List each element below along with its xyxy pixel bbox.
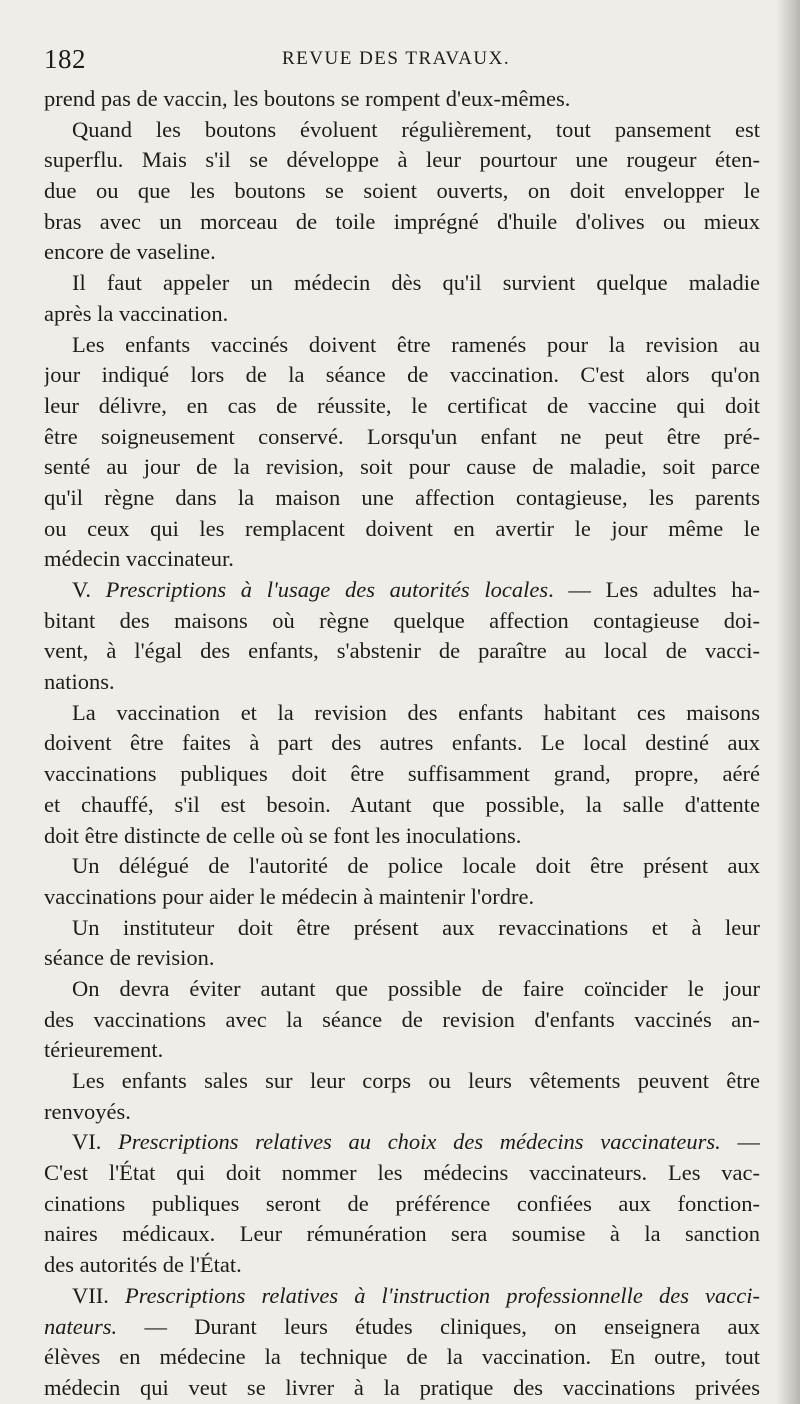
text-line: nateurs. — Durant leurs études cliniques, on enseignera aux: [44, 1313, 760, 1339]
text-line: Il faut appeler un médecin dès qu'il survient quelque maladie: [72, 270, 760, 296]
text-line: ou ceux qui les remplacent doivent en avertir le jour même le: [44, 515, 760, 541]
text-line: térieurement.: [44, 1037, 164, 1063]
text-line: On devra éviter autant que possible de faire coïncider le jour: [72, 975, 760, 1001]
text-line: des autorités de l'État.: [44, 1252, 242, 1278]
text-line: élèves en médecine la technique de la vaccination. En outre, tout: [44, 1344, 760, 1370]
page-number: 182: [44, 44, 86, 74]
text-line: séance de revision.: [44, 945, 215, 971]
running-title: REVUE DES TRAVAUX.: [282, 48, 511, 69]
text-line: qu'il règne dans la maison une affection contagieuse, les parents: [44, 484, 760, 510]
scan-shadow: [776, 0, 800, 1404]
text-line: médecin qui veut se livrer à la pratique des vaccinations privées: [44, 1374, 760, 1400]
text-line: bras avec un morceau de toile imprégné d'huile d'olives ou mieux: [44, 208, 760, 234]
text-line: VII. Prescriptions relatives à l'instruction professionnelle des vacci-: [72, 1282, 760, 1308]
text-line: doit être distincte de celle où se font les inoculations.: [44, 822, 522, 848]
text-line: superflu. Mais s'il se développe à leur pourtour une rougeur éten-: [44, 147, 760, 173]
text-line: et chauffé, s'il est besoin. Autant que possible, la salle d'attente: [44, 791, 760, 817]
text-line: être soigneusement conservé. Lorsqu'un enfant ne peut être pré-: [44, 423, 760, 449]
text-line: VI. Prescriptions relatives au choix des médecins vaccinateurs. —: [72, 1129, 760, 1155]
page-header: [44, 38, 759, 78]
text-line: prend pas de vaccin, les boutons se rompent d'eux-mêmes.: [44, 86, 571, 111]
text-line: encore de vaseline.: [44, 239, 216, 265]
text-line: nations.: [44, 669, 115, 695]
body-text: [44, 84, 760, 1404]
text-line: vaccinations publiques doit être suffisamment grand, propre, aéré: [44, 761, 760, 787]
text-line: vaccinations pour aider le médecin à maintenir l'ordre.: [44, 883, 535, 909]
text-line: due ou que les boutons se soient ouverts, on doit envelopper le: [44, 178, 760, 204]
text-line: senté au jour de la revision, soit pour cause de maladie, soit parce: [44, 454, 760, 480]
text-line: doivent être faites à part des autres enfants. Le local destiné aux: [44, 730, 760, 756]
text-line: médecin vaccinateur.: [44, 546, 234, 572]
text-line: cinations publiques seront de préférence confiées aux fonction-: [44, 1190, 760, 1216]
text-line: renvoyés.: [44, 1098, 131, 1124]
text-line: C'est l'État qui doit nommer les médecins vaccinateurs. Les vac-: [44, 1160, 760, 1186]
text-line: Un instituteur doit être présent aux revaccinations et à leur: [72, 914, 760, 940]
text-line: Quand les boutons évoluent régulièrement, tout pansement est: [72, 116, 760, 142]
text-line: La vaccination et la revision des enfants habitant ces maisons: [72, 699, 760, 725]
text-line: leur délivre, en cas de réussite, le certificat de vaccine qui doit: [44, 392, 760, 418]
text-line: Les enfants sales sur leur corps ou leurs vêtements peuvent être: [72, 1068, 760, 1093]
text-line: après la vaccination.: [44, 300, 229, 326]
text-line: bitant des maisons où règne quelque affection contagieuse doi-: [44, 607, 760, 633]
text-line: des vaccinations avec la séance de revision d'enfants vaccinés an-: [44, 1006, 760, 1032]
text-line: Un délégué de l'autorité de police locale doit être présent aux: [72, 853, 760, 879]
text-line: V. Prescriptions à l'usage des autorités locales. — Les adultes ha-: [72, 577, 760, 602]
text-line: jour indiqué lors de la séance de vaccination. C'est alors qu'on: [44, 362, 760, 388]
text-line: vent, à l'égal des enfants, s'abstenir de paraître au local de vacci-: [44, 638, 760, 664]
text-line: naires médicaux. Leur rémunération sera soumise à la sanction: [44, 1221, 760, 1247]
text-line: Les enfants vaccinés doivent être ramenés pour la revision au: [72, 331, 760, 357]
